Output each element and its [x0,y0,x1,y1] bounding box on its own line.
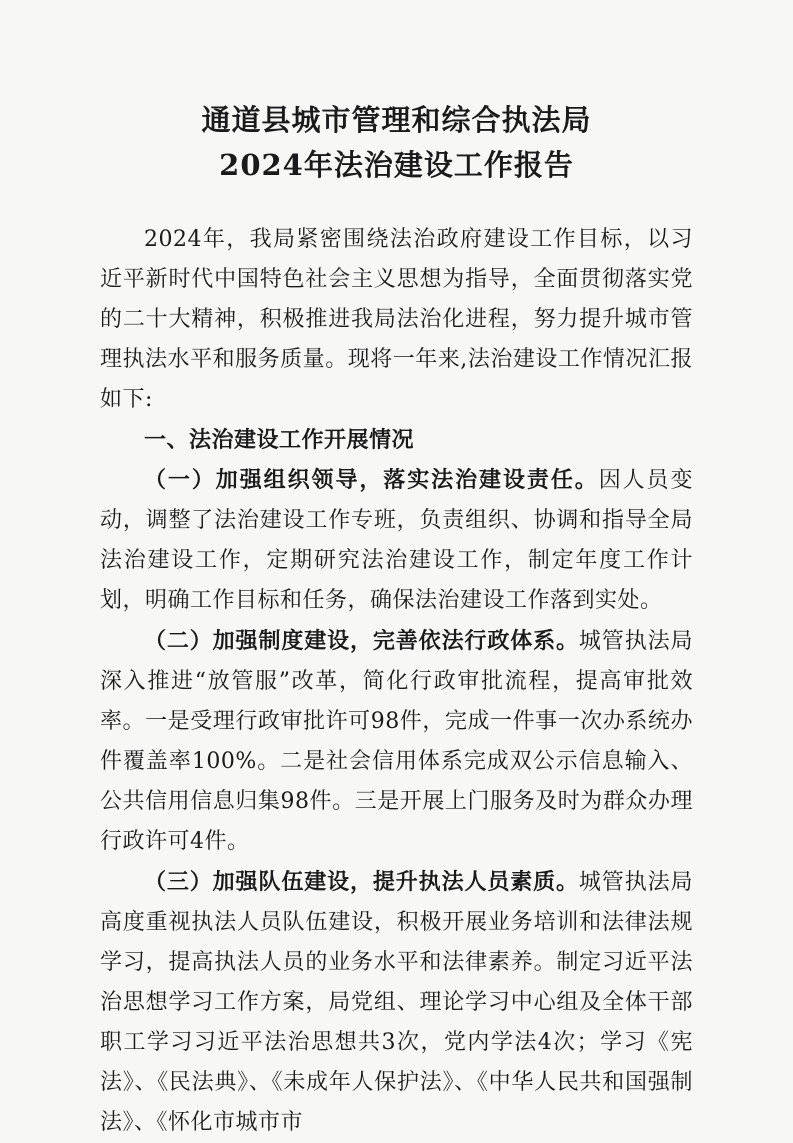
paragraph-3-body: 城管执法局高度重视执法人员队伍建设，积极开展业务培训和法律法规学习，提高执法人员的业务水平和法律素养。制定习近平法治思想学习工作方案，局党组、理论学习中心组及全体干部职工学习习近平法治思想共3次，党内学法4次；学习《宪法》、《民法典》、《未成年人保护法》、《中华人民共和国强制法》、《怀化市城市市 [100,870,693,1135]
title-line-2: 2024年法治建设工作报告 [219,148,574,182]
document-title [100,98,693,188]
paragraph-3-lead: （三）加强队伍建设，提升执法人员素质。 [144,869,579,895]
paragraph-2-body: 城管执法局深入推进“放管服”改革，简化行政审批流程，提高审批效率。一是受理行政审批许可98件，完成一件事一次办系统办件覆盖率100%。二是社会信用体系完成双公示信息输入、公共信用信息归集98件。三是开展上门服务及时为群众办理行政许可4件。 [100,629,693,854]
paragraph-3 [100,862,693,1143]
title-line-1: 通道县城市管理和综合执法局 [201,103,592,137]
paragraph-2-lead: （二）加强制度建设，完善依法行政体系。 [144,628,579,654]
paragraph-1 [100,460,693,621]
intro-paragraph: 2024年，我局紧密围绕法治政府建设工作目标，以习近平新时代中国特色社会主义思想为指导，全面贯彻落实党的二十大精神，积极推进我局法治化进程，努力提升城市管理执法水平和服务质量。现将一年来,法治建设工作情况汇报如下: [100,227,693,412]
paragraph-2 [100,621,693,862]
document-body [100,220,693,1143]
section-heading: 一、法治建设工作开展情况 [144,427,415,453]
paragraph-1-body: 因人员变动，调整了法治建设工作专班，负责组织、协调和指导全局法治建设工作，定期研究法治建设工作，制定年度工作计划，明确工作目标和任务，确保法治建设工作落到实处。 [100,468,693,613]
paragraph-1-lead: （一）加强组织领导，落实法治建设责任。 [144,467,599,493]
